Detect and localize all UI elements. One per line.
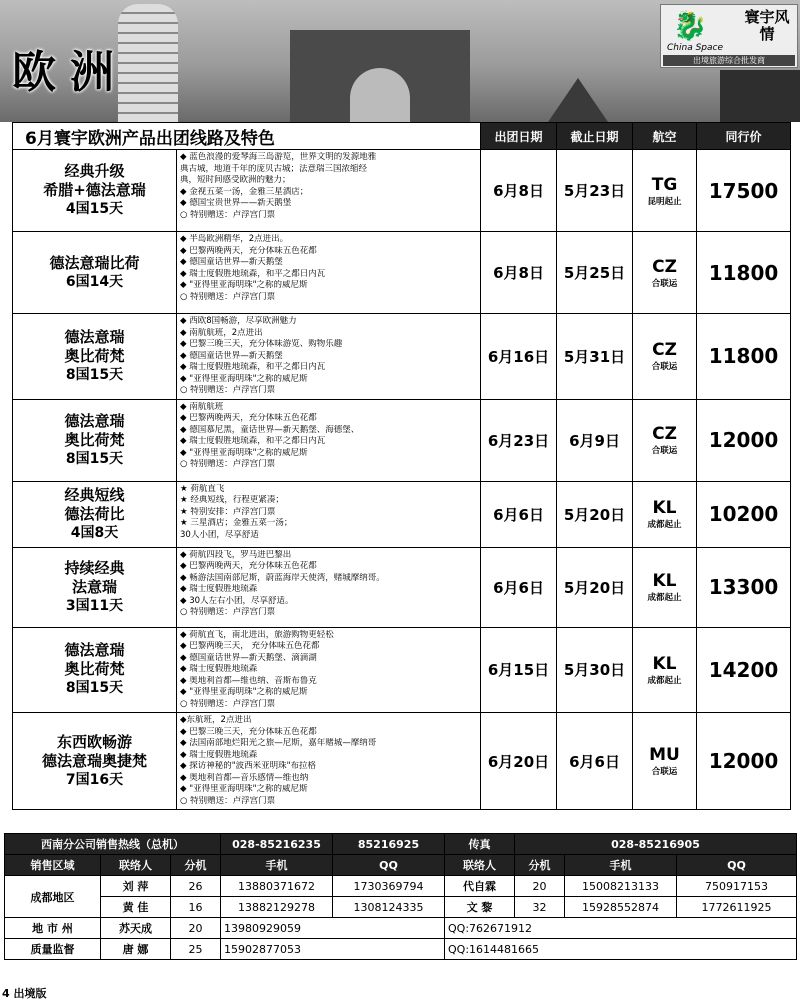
airline-note: 合联运: [651, 446, 678, 456]
col-qq: QQ: [333, 855, 445, 876]
dragon-icon: 🐉: [672, 9, 708, 42]
depart-date: 6月15日: [481, 627, 557, 713]
route-name-line: 希腊+德法意瑞: [43, 181, 146, 199]
depart-date: 6月16日: [481, 314, 557, 400]
feature-line: ★ 特别安排：卢浮宫门票: [180, 506, 276, 517]
trade-price: 12000: [697, 399, 791, 481]
logo-subtitle: 出境旅游综合批发商: [663, 55, 795, 66]
route-name-line: 奥比荷梵: [64, 346, 125, 365]
fax-number: 028-85216905: [515, 834, 797, 855]
feature-line: ◆ 西欧8国畅游，尽享欧洲魅力: [180, 316, 297, 326]
contact-qq: QQ:1614481665: [445, 939, 797, 960]
feature-line: ★ 经典短线，行程更紧凑；: [180, 495, 284, 505]
feature-line: ◆ 蓝色浪漫的爱琴海三岛游览，世界文明的发源地雅: [180, 152, 377, 162]
tour-row: [13, 150, 791, 232]
route-name-line: 法意瑞: [71, 577, 117, 596]
airline-code: CZ: [652, 340, 677, 361]
airline-note: 合联运: [651, 278, 678, 289]
feature-line: ◆ 瑞士度假胜地琉森: [180, 584, 258, 594]
tour-table-header: [13, 123, 791, 150]
feature-line: ◆ 瑞士度假胜地琉森，和平之都日内瓦: [180, 268, 326, 279]
airline-note: 成都起止: [647, 593, 682, 603]
feature-line: ◆ 荷航直飞，南北进出，旅游购物更轻松: [180, 629, 334, 640]
feature-line: ◆ 德国童话世界—新天鹅堡、滴滴湖: [180, 652, 317, 663]
feature-line: ◆ 探访神秘的"波西米亚明珠"布拉格: [180, 761, 317, 771]
feature-line: ◆ 德国童话世界—新天鹅堡: [180, 257, 283, 267]
contact-qq: 1772611925: [677, 897, 797, 918]
feature-line: 30人小团，尽享舒适: [180, 529, 259, 540]
route-name-line: 德法意瑞: [64, 641, 125, 660]
chengdu-row-2: [5, 897, 797, 918]
region-label: 地 市 州: [5, 918, 101, 939]
table-title: 6月寰宇欧洲产品出团线路及特色: [13, 123, 481, 150]
hotline-number-1: 028-85216235: [221, 834, 333, 855]
airline-cell: [633, 150, 697, 232]
deadline-date: 6月6日: [557, 713, 633, 810]
airline-cell: [633, 399, 697, 481]
airline-note: 昆明起止: [647, 196, 682, 207]
contact-name: 刘 萍: [101, 876, 171, 897]
feature-line: ◆ 瑞士度假胜地琉森，和平之都日内瓦: [180, 362, 326, 372]
header-deadline: 截止日期: [557, 123, 633, 150]
route-name-line: 经典升级: [64, 162, 125, 180]
col-region: 销售区域: [5, 855, 101, 876]
tour-features: [177, 481, 481, 547]
col-contact-2: 联络人: [445, 855, 515, 876]
deadline-date: 6月9日: [557, 399, 633, 481]
region-chengdu: 成都地区: [5, 876, 101, 918]
tour-features: [177, 399, 481, 481]
airline-note: 成都起止: [647, 675, 682, 686]
feature-line: ○ 特别赠送：卢浮宫门票: [180, 607, 276, 617]
trade-price: 10200: [697, 481, 791, 547]
feature-line: ◆东航班，2点进出: [180, 715, 252, 725]
col-ext: 分机: [171, 855, 221, 876]
contact-ext: 25: [171, 939, 221, 960]
deadline-date: 5月30日: [557, 627, 633, 713]
company-logo: [660, 4, 798, 68]
page-footer: 4 出境版: [2, 987, 47, 1000]
airline-code: MU: [649, 745, 680, 765]
feature-line: ◆ 奥地利首都—维也纳、音斯布鲁克: [180, 675, 317, 686]
hotline-number-2: 85216925: [333, 834, 445, 855]
feature-line: 典，短时间感受欧洲的魅力；: [180, 175, 291, 185]
route-name-line: 德法意瑞比荷: [49, 253, 140, 272]
deadline-date: 5月31日: [557, 314, 633, 400]
airline-note: 成都起止: [647, 520, 682, 530]
tour-route: [13, 314, 177, 400]
feature-line: ◆ 瑞士度假胜地琉森，和平之都日内瓦: [180, 436, 326, 446]
feature-line: ◆ 南航航班: [180, 401, 224, 412]
col-mobile: 手机: [221, 855, 333, 876]
feature-line: ◆ 南航航班，2点进出: [180, 327, 263, 338]
contact-ext: 16: [171, 897, 221, 918]
feature-line: ◆ "亚得里亚海明珠"之称的威尼斯: [180, 280, 308, 290]
tour-route: [13, 627, 177, 713]
feature-line: ○ 特别赠送：卢浮宫门票: [180, 795, 276, 806]
feature-line: ◆ 法国南部地烂阳光之旅—尼斯，嘉年赌城—摩纳哥: [180, 738, 377, 748]
feature-line: ◆ 金视五菜一汤，金雅三星酒店；: [180, 186, 309, 197]
feature-line: ◆ "亚得里亚海明珠"之称的威尼斯: [180, 447, 308, 458]
region-row-quality: [5, 939, 797, 960]
col-qq-2: QQ: [677, 855, 797, 876]
tour-row: [13, 547, 791, 627]
airline-code: KL: [652, 571, 677, 591]
header-airline: 航空: [633, 123, 697, 150]
airline-code: TG: [651, 174, 678, 195]
feature-line: ◆ "亚得里亚海明珠"之称的威尼斯: [180, 373, 308, 384]
airline-cell: [633, 547, 697, 627]
logo-chinese: 寰宇风情: [744, 8, 790, 43]
page-title: 欧洲: [12, 47, 128, 98]
feature-line: ○ 特别赠送：卢浮宫门票: [180, 459, 276, 469]
route-name-line: 奥比荷梵: [64, 660, 125, 679]
airline-cell: [633, 713, 697, 810]
tour-route: [13, 713, 177, 810]
tour-route: [13, 547, 177, 627]
feature-line: ◆ 瑞士度假胜地琉森: [180, 664, 258, 674]
header-price: 同行价: [697, 123, 791, 150]
contact-mobile: 13882129278: [221, 897, 333, 918]
airline-code: KL: [652, 653, 677, 674]
route-name-line: 德法意瑞: [64, 327, 125, 346]
contact-name: 苏天成: [101, 918, 171, 939]
contact-mobile: 15928552874: [565, 897, 677, 918]
deadline-date: 5月25日: [557, 232, 633, 314]
tour-row: [13, 713, 791, 810]
trade-price: 17500: [697, 150, 791, 232]
airline-cell: [633, 314, 697, 400]
deadline-date: 5月23日: [557, 150, 633, 232]
route-name-line: 东西欧畅游: [56, 732, 132, 751]
feature-line: ◆ 德国童话世界—新天鹅堡: [180, 350, 283, 361]
feature-line: ◆ 巴黎三晚三天，充分体味游览、购物乐趣: [180, 339, 343, 349]
route-name-line: 持续经典: [64, 558, 125, 577]
contact-header-row: [5, 855, 797, 876]
depart-date: 6月20日: [481, 713, 557, 810]
feature-line: ◆ 半岛欧洲精华，2点进出。: [180, 234, 289, 244]
chengdu-row-1: [5, 876, 797, 897]
tour-features: [177, 150, 481, 232]
tour-features: [177, 547, 481, 627]
contact-ext: 20: [171, 918, 221, 939]
feature-line: ★ 三星酒店；金雅五菜一汤；: [180, 518, 293, 528]
tour-features: [177, 232, 481, 314]
route-name-line: 奥比荷梵: [64, 430, 125, 449]
tour-duration: 8国15天: [65, 366, 124, 383]
feature-line: ◆ 巴黎两晚两天，充分体味五色花都: [180, 413, 317, 423]
region-row-prefecture: [5, 918, 797, 939]
airline-cell: [633, 232, 697, 314]
tour-route: [13, 399, 177, 481]
fax-label: 传真: [445, 834, 515, 855]
col-mobile-2: 手机: [565, 855, 677, 876]
contact-mobile: 13980929059: [221, 918, 445, 939]
contact-ext: 20: [515, 876, 565, 897]
tour-table: [12, 122, 791, 810]
feature-line: ◆ "亚得里亚海明珠"之称的威尼斯: [180, 784, 308, 794]
depart-date: 6月23日: [481, 399, 557, 481]
tour-duration: 7国16天: [65, 771, 124, 788]
depart-date: 6月8日: [481, 150, 557, 232]
trade-price: 11800: [697, 232, 791, 314]
feature-line: ○ 特别赠送：卢浮宫门票: [180, 209, 276, 220]
tour-route: [13, 232, 177, 314]
airline-cell: [633, 481, 697, 547]
hotline-label: 西南分公司销售热线（总机）: [5, 834, 221, 855]
feature-line: ◆ 奥地利首都—音乐感情—维也纳: [180, 772, 309, 783]
feature-line: ◆ 巴黎两晚两天，充分体味五色花都: [180, 245, 317, 256]
hotline-row: [5, 834, 797, 855]
tour-duration: 3国11天: [65, 597, 124, 614]
contact-mobile: 15008213133: [565, 876, 677, 897]
feature-line: ◆ 畅游法国南部尼斯，蔚蓝海岸天使湾，赌城摩纳哥。: [180, 572, 385, 583]
feature-line: ★ 荷航直飞: [180, 483, 225, 494]
trade-price: 14200: [697, 627, 791, 713]
feature-line: ○ 特别赠送：卢浮宫门票: [180, 698, 276, 709]
tour-features: [177, 627, 481, 713]
contact-qq: 750917153: [677, 876, 797, 897]
feature-line: ◆ "亚得里亚海明珠"之称的威尼斯: [180, 687, 308, 697]
feature-line: 典古城，地道千年的庞贝古城；法意瑞三国浓缩经: [180, 163, 368, 174]
contact-mobile: 15902877053: [221, 939, 445, 960]
contact-mobile: 13880371672: [221, 876, 333, 897]
chalet-image: [720, 70, 800, 122]
trade-price: 12000: [697, 713, 791, 810]
airline-cell: [633, 627, 697, 713]
tour-row: [13, 314, 791, 400]
tour-duration: 4国15天: [65, 201, 124, 217]
header-depart: 出团日期: [481, 123, 557, 150]
tour-duration: 8国15天: [65, 450, 124, 467]
deadline-date: 5月20日: [557, 547, 633, 627]
depart-date: 6月8日: [481, 232, 557, 314]
contact-name: 黄 佳: [101, 897, 171, 918]
tour-features: [177, 314, 481, 400]
depart-date: 6月6日: [481, 481, 557, 547]
tour-duration: 6国14天: [65, 273, 124, 290]
feature-line: ◆ 德国宝贵世界——新天鹅堡: [180, 198, 292, 208]
route-name-line: 经典短线: [64, 485, 125, 504]
trade-price: 11800: [697, 314, 791, 400]
feature-line: ◆ 德国慕尼黑，童话世界—新天鹅堡、海德堡、: [180, 424, 360, 435]
region-label: 质量监督: [5, 939, 101, 960]
tour-duration: 4国8天: [70, 524, 119, 541]
tour-row: [13, 232, 791, 314]
feature-line: ◆ 巴黎三晚三天，充分体味五色花都: [180, 726, 317, 737]
tour-row: [13, 627, 791, 713]
feature-line: ◆ 巴黎两晚三天， 充分体味五色花都: [180, 641, 320, 651]
contact-qq: QQ:762671912: [445, 918, 797, 939]
contact-table: [4, 833, 797, 960]
contact-name: 文 黎: [445, 897, 515, 918]
route-name-line: 德法意瑞奥捷梵: [41, 751, 147, 770]
header-banner: [0, 0, 800, 122]
contact-name: 代自霖: [445, 876, 515, 897]
tour-duration: 8国15天: [65, 680, 124, 697]
tour-route: [13, 150, 177, 232]
feature-line: ○ 特别赠送：卢浮宫门票: [180, 291, 276, 302]
airline-code: CZ: [652, 424, 677, 444]
feature-line: ○ 特别赠送：卢浮宫门票: [180, 385, 276, 395]
route-name-line: 德法荷比: [64, 504, 125, 523]
feature-line: ◆ 荷航四段飞，罗马进巴黎出: [180, 549, 292, 560]
airline-note: 合联运: [651, 767, 678, 777]
airline-code: KL: [652, 498, 677, 518]
contact-qq: 1730369794: [333, 876, 445, 897]
trade-price: 13300: [697, 547, 791, 627]
tour-features: [177, 713, 481, 810]
feature-line: ◆ 瑞士度假胜地琉森: [180, 749, 258, 760]
tour-row: [13, 481, 791, 547]
deadline-date: 5月20日: [557, 481, 633, 547]
contact-name: 唐 娜: [101, 939, 171, 960]
depart-date: 6月6日: [481, 547, 557, 627]
triumphal-arch-image: [290, 30, 470, 122]
airline-code: CZ: [652, 256, 677, 277]
col-ext-2: 分机: [515, 855, 565, 876]
logo-english: China Space: [667, 43, 723, 53]
pyramid-image: [548, 78, 608, 122]
feature-line: ◆ 巴黎两晚两天，充分体味五色花都: [180, 561, 317, 571]
feature-line: ◆ 30人左右小团，尽享舒适。: [180, 595, 294, 606]
route-name-line: 德法意瑞: [64, 411, 125, 430]
contact-ext: 26: [171, 876, 221, 897]
contact-ext: 32: [515, 897, 565, 918]
col-contact: 联络人: [101, 855, 171, 876]
tour-route: [13, 481, 177, 547]
tour-row: [13, 399, 791, 481]
contact-qq: 1308124335: [333, 897, 445, 918]
airline-note: 合联运: [651, 362, 678, 373]
